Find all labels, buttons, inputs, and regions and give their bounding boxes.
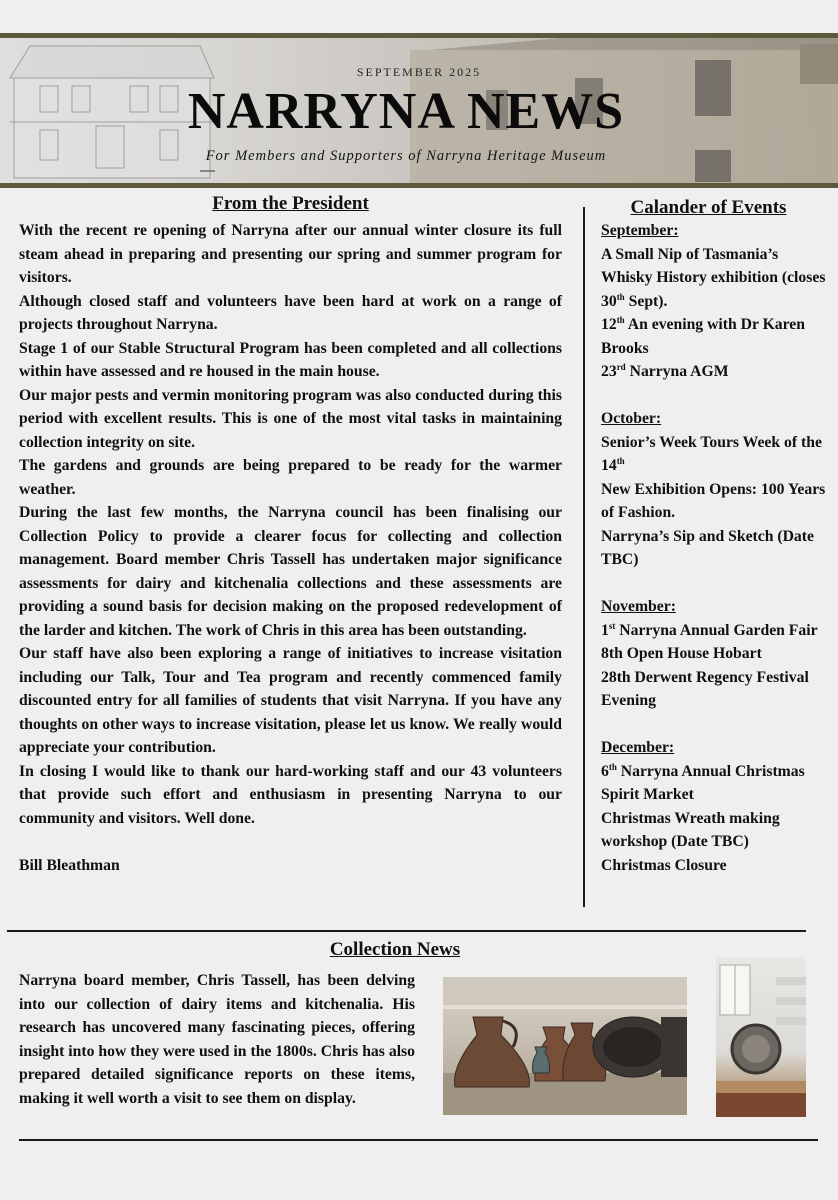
event-item: New Exhibition Opens: 100 Years of Fashion. bbox=[601, 480, 826, 521]
kitchenalia-photo bbox=[716, 957, 806, 1117]
month-november: November: bbox=[601, 598, 676, 615]
president-paragraph: In closing I would like to thank our hard-working staff and our 43 volunteers that provide such effort and enthusiasm in presenting Narryna to our community and visitors. Well done. bbox=[19, 762, 562, 827]
section-divider bbox=[7, 930, 806, 932]
president-paragraph: Stage 1 of our Stable Structural Program has been completed and all collections within have assessed and re housed in the main house. bbox=[19, 339, 562, 380]
president-paragraph: Our staff have also been exploring a range of initiatives to increase visitation including our Talk, Tour and Tea program and recently commenced family discounted entry for all families of students that visit Narryna. If you have any thoughts on other ways to increase visitation, please let us know. We really would appreciate your contribution. bbox=[19, 645, 562, 756]
issue-date: SEPTEMBER 2025 bbox=[356, 65, 482, 79]
masthead-banner bbox=[0, 33, 838, 188]
president-paragraph: The gardens and grounds are being prepared to be ready for the warmer weather. bbox=[19, 457, 562, 498]
president-paragraph: During the last few months, the Narryna council has been finalising our Collection Policy to provide a clearer focus for collecting and collection management. Board member Chris Tassell has undertaken major significance assessments for dairy and kitchenalia collections and these assessments are providing a sound basis for decision making on the proposed redevelopment of the larder and kitchen. The work of Chris in this area has been outstanding. bbox=[19, 504, 562, 639]
event-item: A Small Nip of Tasmania’s Whisky History exhibition (closes 30th Sept). bbox=[601, 245, 826, 310]
calendar-heading: Calander of Events bbox=[630, 197, 787, 218]
president-paragraph: Although closed staff and volunteers have been hard at work on a range of projects throughout Narryna. bbox=[19, 292, 562, 333]
column-divider bbox=[583, 207, 585, 907]
event-item: Christmas Wreath making workshop (Date TBC) bbox=[601, 809, 780, 850]
president-section bbox=[19, 193, 562, 877]
newsletter-subtitle: For Members and Supporters of Narryna Heritage Museum bbox=[205, 148, 607, 164]
event-item: Narryna’s Sip and Sketch (Date TBC) bbox=[601, 527, 814, 568]
month-october: October: bbox=[601, 410, 662, 427]
president-signoff: Bill Bleathman bbox=[19, 856, 120, 874]
month-september: September: bbox=[601, 222, 679, 239]
event-item: 6th Narryna Annual Christmas Spirit Market bbox=[601, 761, 805, 803]
calendar-section bbox=[601, 197, 826, 877]
event-item: 8th Open House Hobart bbox=[601, 645, 762, 662]
president-paragraph: Our major pests and vermin monitoring program was also conducted during this period with excellent results. This is one of the most vital tasks in maintaining collection integrity on site. bbox=[19, 386, 562, 451]
event-item: Christmas Closure bbox=[601, 856, 727, 874]
event-item: 23rd Narryna AGM bbox=[601, 361, 729, 380]
event-item: 28th Derwent Regency Festival Evening bbox=[601, 668, 809, 709]
president-heading: From the President bbox=[212, 193, 369, 214]
event-item: 12th An evening with Dr Karen Brooks bbox=[601, 314, 805, 357]
month-december: December: bbox=[601, 739, 675, 756]
president-paragraph: With the recent re opening of Narryna after our annual winter closure its full steam ahead in preparing and presenting our spring and summer program for visitors. bbox=[19, 222, 562, 286]
collection-text: Narryna board member, Chris Tassell, has been delving into our collection of dairy items and kitchenalia. His research has uncovered many fascinating pieces, offering insight into how they were used in the 1800s. Chris has also prepared detailed significance reports on these items, making it well worth a visit to see them on display. bbox=[19, 972, 415, 1107]
event-item: Senior’s Week Tours Week of the 14th bbox=[601, 433, 822, 474]
footer-divider bbox=[19, 1139, 818, 1141]
newsletter-title: NARRYNA NEWS bbox=[187, 83, 625, 140]
collection-heading: Collection News bbox=[329, 939, 461, 960]
dairy-items-photo bbox=[443, 977, 687, 1115]
event-item: 1st Narryna Annual Garden Fair bbox=[601, 620, 818, 639]
